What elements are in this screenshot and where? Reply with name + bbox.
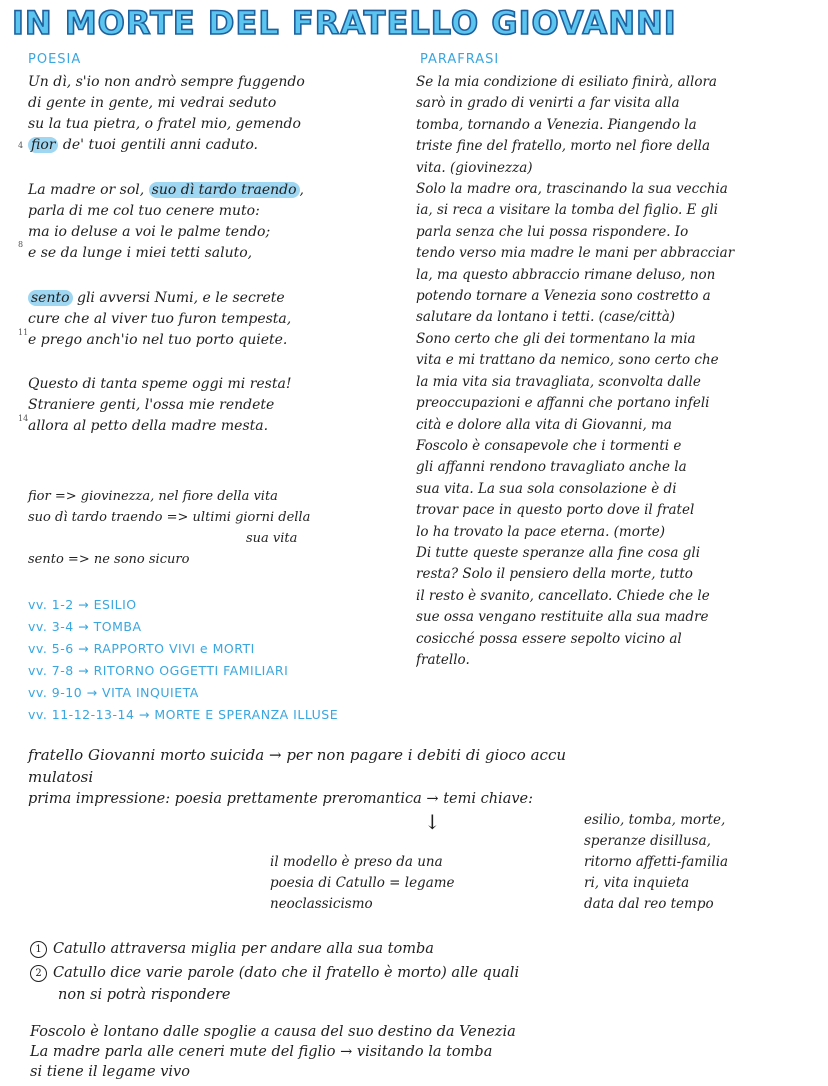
paraphrase-line: Se la mia condizione di esiliato finirà, allora — [416, 74, 717, 90]
paraphrase-line: preoccupazioni e affanni che portano infeli — [416, 395, 710, 412]
verse-number: 14 — [18, 414, 29, 423]
poem-stanza-2 — [18, 180, 398, 264]
paraphrase-line: ia, si reca a visitare la tomba del figlio. E gli — [416, 202, 718, 219]
page-title: IN MORTE DEL FRATELLO GIOVANNI — [12, 4, 677, 42]
paraphrase-line: trovar pace in questo porto dove il fratel — [416, 502, 695, 519]
highlight-sento: sento — [28, 290, 73, 306]
paraphrase-line: Solo la madre ora, trascinando la sua vecchia — [416, 181, 728, 198]
poem-stanza-4 — [18, 374, 398, 437]
paraphrase-line: cosicché possa essere sepolto vicino al — [416, 630, 682, 647]
theme-line: data dal reo tempo — [584, 896, 714, 912]
verse-number: 11 — [18, 328, 29, 337]
paraphrase-text — [416, 72, 808, 671]
paraphrase-line: triste fine del fratello, morto nel fiore della — [416, 138, 711, 155]
paraphrase-line: lo ha trovato la pace eterna. (morte) — [416, 523, 665, 540]
poem-line: 4 fior de' tuoi gentili anni caduto. — [28, 135, 398, 156]
final-line: si tiene il legame vivo — [30, 1064, 190, 1080]
final-line: La madre parla alle ceneri mute del figlio → visitando la tomba — [30, 1044, 493, 1060]
poem-line: 8 e se da lunge i miei tetti saluto, — [28, 243, 398, 264]
theme-line: esilio, tomba, morte, — [584, 812, 726, 828]
note-point-2-cont: non si potrà rispondere — [58, 987, 231, 1003]
verse-outline — [28, 594, 338, 726]
paraphrase-line: sua vita. La sua sola consolazione è di — [416, 480, 677, 497]
paraphrase-line: fratello. — [416, 651, 470, 668]
paraphrase-line: tomba, tornando a Venezia. Piangendo la — [416, 116, 697, 133]
final-line: Foscolo è lontano dalle spoglie a causa del suo destino da Venezia — [30, 1024, 516, 1040]
note-point-2: 2 Catullo dice varie parole (dato che il fratello è morto) alle quali — [30, 962, 519, 984]
paraphrase-line: cità e dolore alla vita di Giovanni, ma — [416, 416, 672, 433]
paraphrase-line: vita. (giovinezza) — [416, 159, 533, 176]
theme-line: ritorno affetti-familia — [584, 854, 729, 870]
paraphrase-line: potendo tornare a Venezia sono costretto a — [416, 288, 711, 305]
highlight-suo-di: suo dì tardo traendo — [149, 182, 300, 198]
themes-list — [584, 810, 728, 915]
model-line: poesia di Catullo = legame — [270, 875, 455, 891]
note-suicide-line-1: fratello Giovanni morto suicida → per non pagare i debiti di gioco accu — [28, 746, 567, 764]
paraphrase-line: sue ossa vengano restituite alla sua madre — [416, 609, 709, 626]
paraphrase-line: parla senza che lui possa rispondere. Io — [416, 223, 689, 240]
theme-line: ri, vita inquieta — [584, 875, 690, 891]
paraphrase-line: Sono certo che gli dei tormentano la mia — [416, 330, 696, 347]
note-point-1: 1 Catullo attraversa miglia per andare alla sua tomba — [30, 938, 434, 960]
note-suicide-line-2: mulatosi — [28, 768, 94, 786]
parafrasi-label: PARAFRASI — [420, 52, 500, 67]
model-note — [270, 852, 455, 915]
outline-item: vv. 1-2 → ESILIO — [28, 597, 137, 612]
poem-line: ma io deluse a voi le palme tendo; — [28, 224, 271, 240]
model-line: neoclassicismo — [270, 896, 373, 912]
poem-line: su la tua pietra, o fratel mio, gemendo — [28, 116, 301, 132]
model-line: il modello è preso da una — [270, 854, 443, 870]
poem-line: parla di me col tuo cenere muto: — [28, 203, 260, 219]
outline-item: vv. 5-6 → RAPPORTO VIVI e MORTI — [28, 641, 255, 656]
poem-line: Un dì, s'io non andrò sempre fuggendo — [28, 74, 305, 90]
poem-line: 14 allora al petto della madre mesta. — [28, 416, 398, 437]
paraphrase-line: Di tutte queste speranze alla fine cosa gli — [416, 544, 701, 561]
paraphrase-line: vita e mi trattano da nemico, sono certo che — [416, 352, 719, 369]
outline-item: vv. 9-10 → VITA INQUIETA — [28, 685, 199, 700]
poem-line: di gente in gente, mi vedrai seduto — [28, 95, 277, 111]
number-2-icon: 2 — [30, 965, 47, 982]
outline-item: vv. 7-8 → RITORNO OGGETTI FAMILIARI — [28, 663, 289, 678]
poem-line: cure che al viver tuo furon tempesta, — [28, 311, 292, 327]
paraphrase-line: la, ma questo abbraccio rimane deluso, non — [416, 266, 716, 283]
number-1-icon: 1 — [30, 941, 47, 958]
glossary-item: fior => giovinezza, nel fiore della vita — [28, 489, 278, 504]
poem-line: Questo di tanta speme oggi mi resta! — [28, 376, 292, 392]
verse-number: 4 — [18, 141, 24, 150]
theme-line: speranze disillusa, — [584, 833, 711, 849]
poem-line: Straniere genti, l'ossa mie rendete — [28, 397, 275, 413]
paraphrase-line: resta? Solo il pensiero della morte, tutto — [416, 566, 693, 583]
note-impression: prima impressione: poesia prettamente preromantica → temi chiave: — [28, 791, 533, 807]
paraphrase-line: la mia vita sia travagliata, sconvolta dalle — [416, 373, 701, 390]
glossary-item: suo dì tardo traendo => ultimi giorni della — [28, 510, 311, 525]
glossary-item: sento => ne sono sicuro — [28, 552, 190, 567]
arrow-down-icon: ↓ — [424, 810, 441, 834]
outline-item: vv. 3-4 → TOMBA — [28, 619, 142, 634]
paraphrase-line: Foscolo è consapevole che i tormenti e — [416, 437, 682, 454]
poem-line: La madre or sol, suo dì tardo traendo , — [28, 182, 304, 198]
highlight-fior: fior — [28, 137, 58, 153]
paraphrase-line: tendo verso mia madre le mani per abbracciar — [416, 245, 735, 262]
glossary — [28, 486, 310, 570]
glossary-item: sua vita — [246, 531, 298, 546]
final-notes — [30, 1022, 516, 1082]
paraphrase-line: salutare da lontano i tetti. (case/città) — [416, 309, 676, 326]
poem-stanza-1 — [18, 72, 398, 156]
paraphrase-line: sarò in grado di venirti a far visita alla — [416, 95, 680, 112]
verse-number: 8 — [18, 240, 24, 249]
poem-line: sento gli avversi Numi, e le secrete — [28, 288, 398, 309]
paraphrase-line: il resto è svanito, cancellato. Chiede che le — [416, 587, 710, 604]
poesia-label: POESIA — [28, 52, 82, 67]
paraphrase-line: gli affanni rendono travagliato anche la — [416, 459, 687, 476]
poem-stanza-3 — [18, 288, 398, 351]
poem-line: 11 e prego anch'io nel tuo porto quiete. — [28, 330, 398, 351]
outline-item: vv. 11-12-13-14 → MORTE E SPERANZA ILLUSE — [28, 707, 339, 722]
